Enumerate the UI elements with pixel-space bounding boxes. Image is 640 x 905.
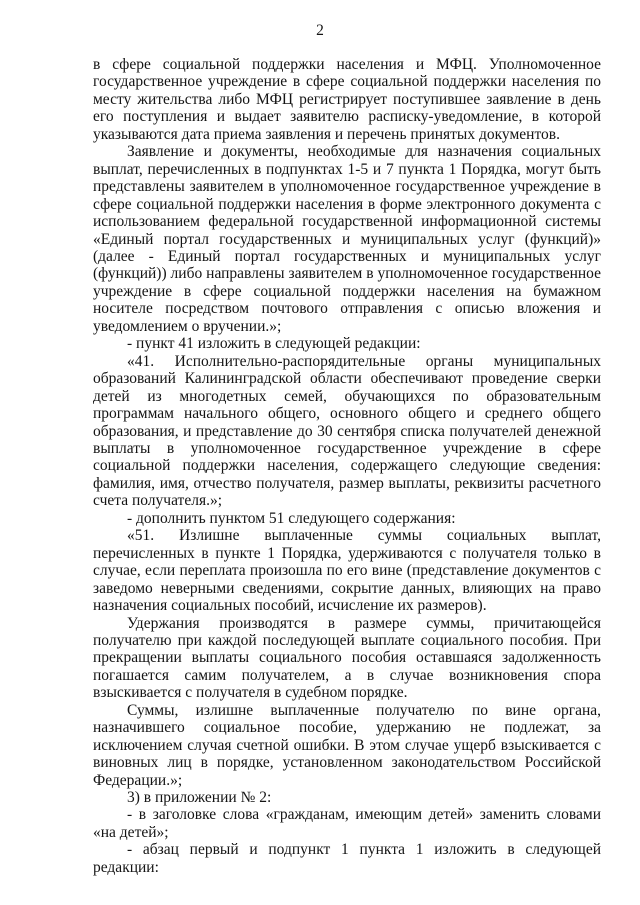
paragraph: 3) в приложении № 2: — [127, 789, 272, 807]
paragraph: в сфере социальной поддержки населения и МФЦ. Уполномоченное государственное учреждение в сфере социальной поддержки населения по месту жительства либо МФЦ регистрирует поступившее заявление в день его поступления и выдает заявителю расписку-уведомление, в которой указываются дата приема заявления и перечень принятых документов. — [93, 56, 601, 143]
paragraph: Заявление и документы, необходимые для назначения социальных выплат, перечисленных в подпунктах 1-5 и 7 пункта 1 Порядка, могут быть представлены заявителем в уполномоченное государственное учреждение в сфере социальной поддержки населения в форме электронного документа с использованием федеральной государственной информационной системы «Единый портал государственных и муниципальных услуг (функций)» (далее - Единый портал государственных и муниципальных услуг (функций)) либо направлены заявителем в уполномоченное государственное учреждение в сфере социальной поддержки населения на бумажном носителе посредством почтового отправления с описью вложения и уведомлением о вручении.»; — [93, 143, 601, 335]
paragraph: Удержания производятся в размере суммы, причитающейся получателю при каждой последующей выплате социального пособия. При прекращении выплаты социального пособия оставшаяся задолженность погашается самим получателем, а в случае возникновения спора взыскивается с получателя в судебном порядке. — [93, 614, 601, 702]
paragraph: «41. Исполнительно-распорядительные органы муниципальных образований Калининградской области обеспечивают проведение сверки детей из многодетных семей, обучающихся по образовательным программам начального общего, основного общего и среднего общего образования, и представление до 30 сентября списка получателей денежной выплаты в уполномоченное государственное учреждение в сфере социальной поддержки населения, содержащего следующие сведения: фамилия, имя, отчество получателя, размер выплаты, реквизиты расчетного счета получателя.»; — [93, 352, 601, 510]
paragraph: Суммы, излишне выплаченные получателю по вине органа, назначившего социальное пособие, удержанию не подлежат, за исключением случая счетной ошибки. В этом случае ущерб взыскивается с виновных лиц в порядке, установленном законодательством Российской Федерации.»; — [93, 701, 601, 789]
paragraph: - пункт 41 изложить в следующей редакции: — [127, 335, 421, 353]
paragraph: - абзац первый и подпункт 1 пункта 1 изложить в следующей редакции: — [93, 841, 601, 876]
page-number: 2 — [316, 22, 324, 39]
paragraph: - в заголовке слова «гражданам, имеющим детей» заменить словами «на детей»; — [93, 806, 601, 841]
paragraph: - дополнить пунктом 51 следующего содержания: — [127, 509, 456, 527]
document-body — [93, 56, 601, 876]
paragraph: «51. Излишне выплаченные суммы социальных выплат, перечисленных в пункте 1 Порядка, удерживаются с получателя только в случае, если переплата произошла по его вине (представление документов с заведомо неверными сведениями, сокрытие данных, влияющих на право назначения социальных пособий, исчисление их размеров). — [93, 527, 601, 615]
